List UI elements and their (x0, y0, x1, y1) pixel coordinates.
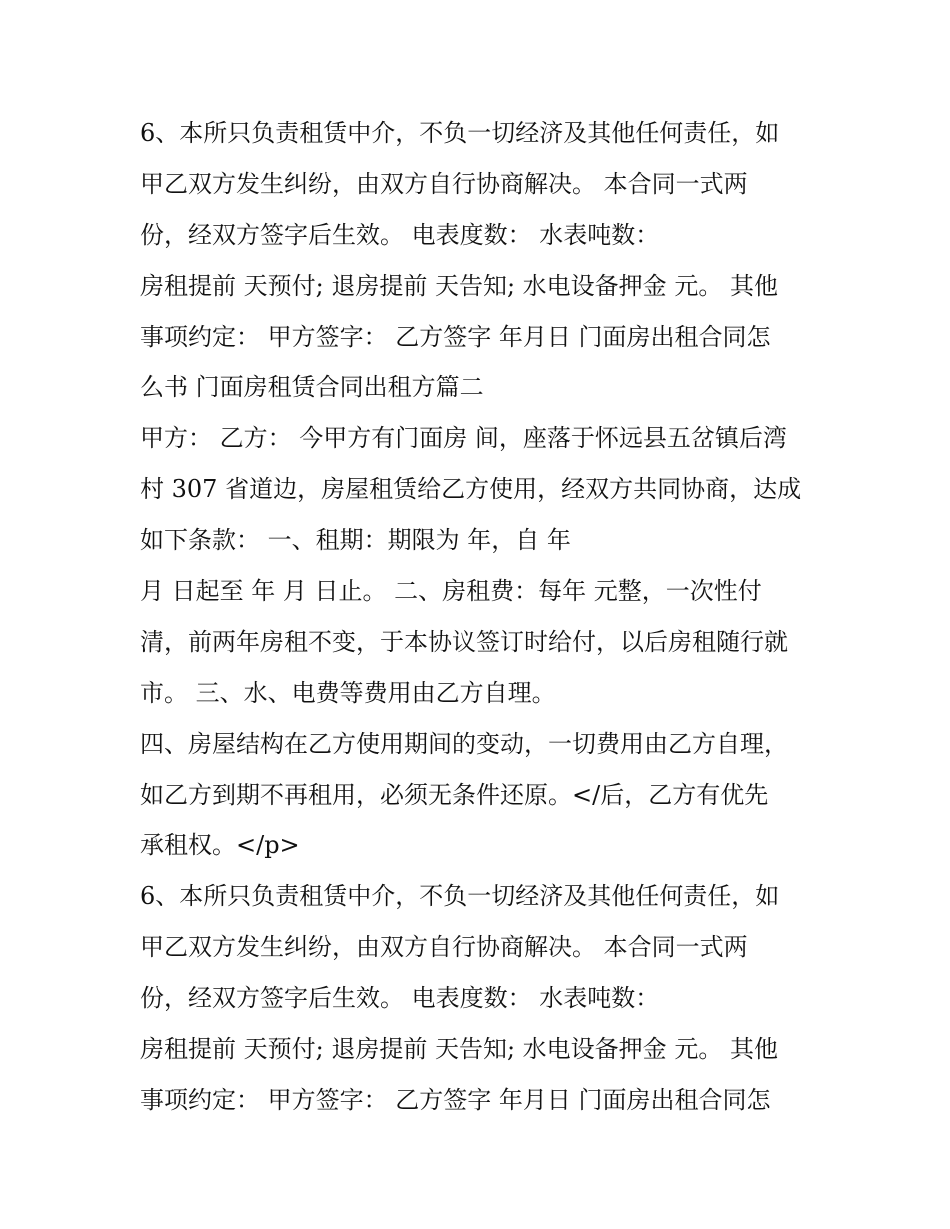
text-line: 清，前两年房租不变，于本协议签订时给付，以后房租随行就 (140, 627, 788, 656)
text-line: 如下条款： 一、租期：期限为 年，自 年 (140, 526, 571, 555)
text-line: 6、本所只负责租赁中介，不负一切经济及其他任何责任，如 (140, 119, 780, 147)
text-line: 房租提前 天预付; 退房提前 天告知; 水电设备押金 元。 其他 (140, 271, 778, 300)
document-body (140, 108, 840, 1126)
text-line: 市。 三、水、电费等费用由乙方自理。 (140, 678, 556, 707)
text-line: 份，经双方签字后生效。 电表度数： 水表吨数： (140, 984, 660, 1013)
text-line: 甲乙双方发生纠纷，由双方自行协商解决。 本合同一式两 (140, 933, 748, 962)
text-line: 6、本所只负责租赁中介，不负一切经济及其他任何责任，如 (140, 882, 780, 911)
text-line: 如乙方到期不再租用，必须无条件还原。</后，乙方有优先 (140, 780, 769, 809)
text-line: 四、房屋结构在乙方使用期间的变动，一切费用由乙方自理， (140, 729, 788, 758)
text-line: 房租提前 天预付; 退房提前 天告知; 水电设备押金 元。 其他 (140, 1035, 778, 1064)
text-line: 事项约定： 甲方签字： 乙方签字 年月日 门面房出租合同怎 (140, 322, 771, 351)
text-line: 承租权。</p> (140, 831, 300, 860)
text-line: 月 日起至 年 月 日止。 二、房租费：每年 元整，一次性付 (140, 577, 762, 606)
text-line: 么书 门面房租赁合同出租方篇二 (140, 373, 484, 402)
text-line: 甲乙双方发生纠纷，由双方自行协商解决。 本合同一式两 (140, 169, 748, 198)
text-line: 甲方： 乙方： 今甲方有门面房 间，座落于怀远县五岔镇后湾 (140, 424, 787, 453)
text-line: 事项约定： 甲方签字： 乙方签字 年月日 门面房出租合同怎 (140, 1085, 771, 1114)
text-line: 村 307 省道边，房屋租赁给乙方使用，经双方共同协商，达成 (140, 475, 802, 504)
text-line: 份，经双方签字后生效。 电表度数： 水表吨数： (140, 220, 660, 249)
